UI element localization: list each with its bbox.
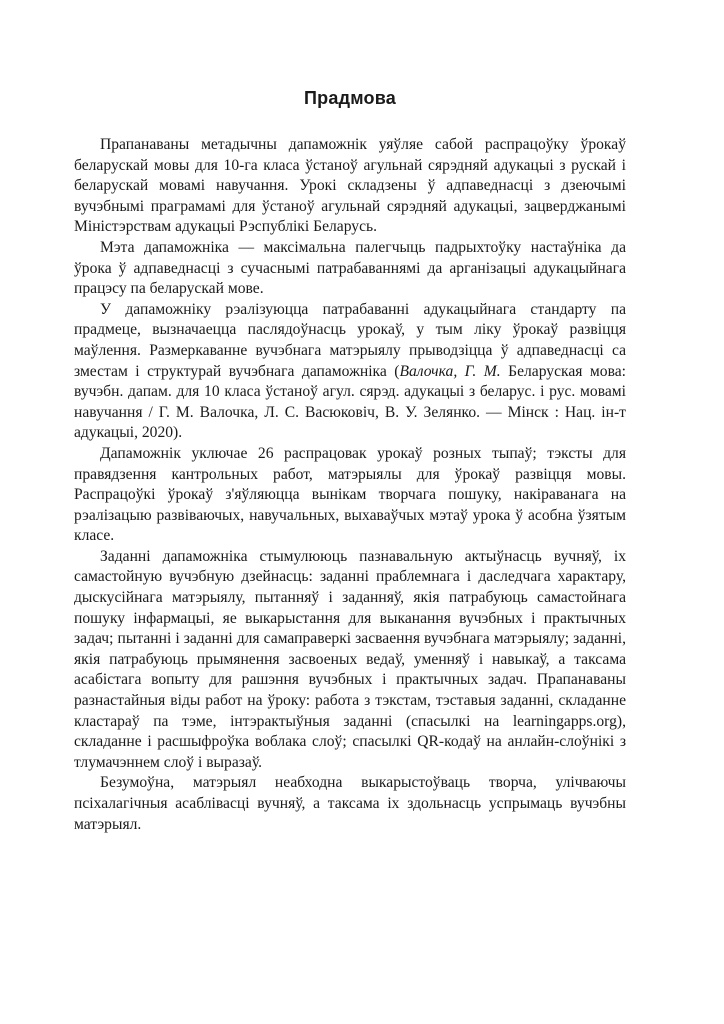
paragraph-contents: Дапаможнік уключае 26 распрацовак урокаў розных тыпаў; тэксты для правядзення кантрольных работ, матэрыялы для ўрокаў развіцця мовы. Распрацоўкі ўрокаў з'яўляюцца вынікам творчага пошуку, накіраванага на рэалізацыю развіваючых, навучальных, выхаваўчых мэтаў урока ў асобна ўзятым класе.	[74, 444, 626, 545]
page-title: Прадмова	[304, 88, 396, 108]
paragraph-goal: Мэта дапаможніка — максімальна палегчыць падрыхтоўку настаўніка да ўрока ў адпаведнасці з сучаснымі патрабаваннямі да арганізацыі адукацыйнага працэсу па беларускай мове.	[74, 238, 626, 298]
paragraph-tasks: Заданні дапаможніка стымулююць пазнавальную актыўнасць вучняў, іх самастойную вучэбную дзейнасць: заданні праблемнага і даследчага характару, дыскусійнага матэрыялу, пытанняў і заданняў, якія патрабуюць самастойнага пошуку інфармацыі, яе выкарыстання для выканання вучэбных і практычных задач; пытанні і заданні для самаправеркі засваення вучэбнага матэрыялу; заданні, якія патрабуюць прымянення засвоеных ведаў, уменняў і навыкаў, а таксама асабістага вопыту для рашэння вучэбных і практычных задач. Прапанаваны разнастайныя віды работ на ўроку: работа з тэкстам, тэставыя заданні, складанне кластараў па тэме, інтэрактыўныя заданні (спасылкі на learningapps.org), складанне і расшыфроўка воблака слоў; спасылкі QR-кодаў на анлайн-слоўнікі з тлумачэннем слоў і выразаў.	[74, 547, 626, 771]
paragraph-intro: Прапанаваны метадычны дапаможнік уяўляе сабой распрацоўку ўрокаў беларускай мовы для 10-га класа ўстаноў агульнай сярэдняй адукацыі з рускай і беларускай мовамі навучання. Урокі складзены ў адпаведнасці з дзеючымі вучэбнымі праграмамі для ўстаноў агульнай сярэдняй адукацыі, зацверджанымі Міністэрствам адукацыі Рэспублікі Беларусь.	[74, 136, 626, 236]
document-page	[74, 88, 626, 835]
paragraph-standard-text-before: У дапаможніку рэалізуюцца патрабаванні адукацыйнага стандарту па прадмеце, вызначаецца паслядоўнасць урокаў, у тым ліку ўрокаў развіцця маўлення. Размеркаванне вучэбнага матэрыялу прыводзіцца ў адпаведнасці са зместам і структурай вучэбнага дапаможніка (	[74, 300, 626, 380]
textbook-author: Валочка, Г. М.	[399, 362, 501, 380]
paragraph-standard-text-after: Беларуская мова: вучэбн. дапам. для 10 класа ўстаноў агул. сярэд. адукацыі з беларус. і рус. мовамі навучання / Г. М. Валочка, Л. С. Васюковіч, В. У. Зелянко. — Мінск : Нац. ін-т адукацыі, 2020).	[74, 362, 626, 442]
paragraph-standard	[74, 300, 626, 444]
document-body	[74, 135, 626, 835]
paragraph-conclusion: Безумоўна, матэрыял неабходна выкарыстоўваць творча, улічваючы псіхалагічныя асаблівасці вучняў, а таксама іх здольнасць успрымаць вучэбны матэрыял.	[74, 774, 626, 833]
